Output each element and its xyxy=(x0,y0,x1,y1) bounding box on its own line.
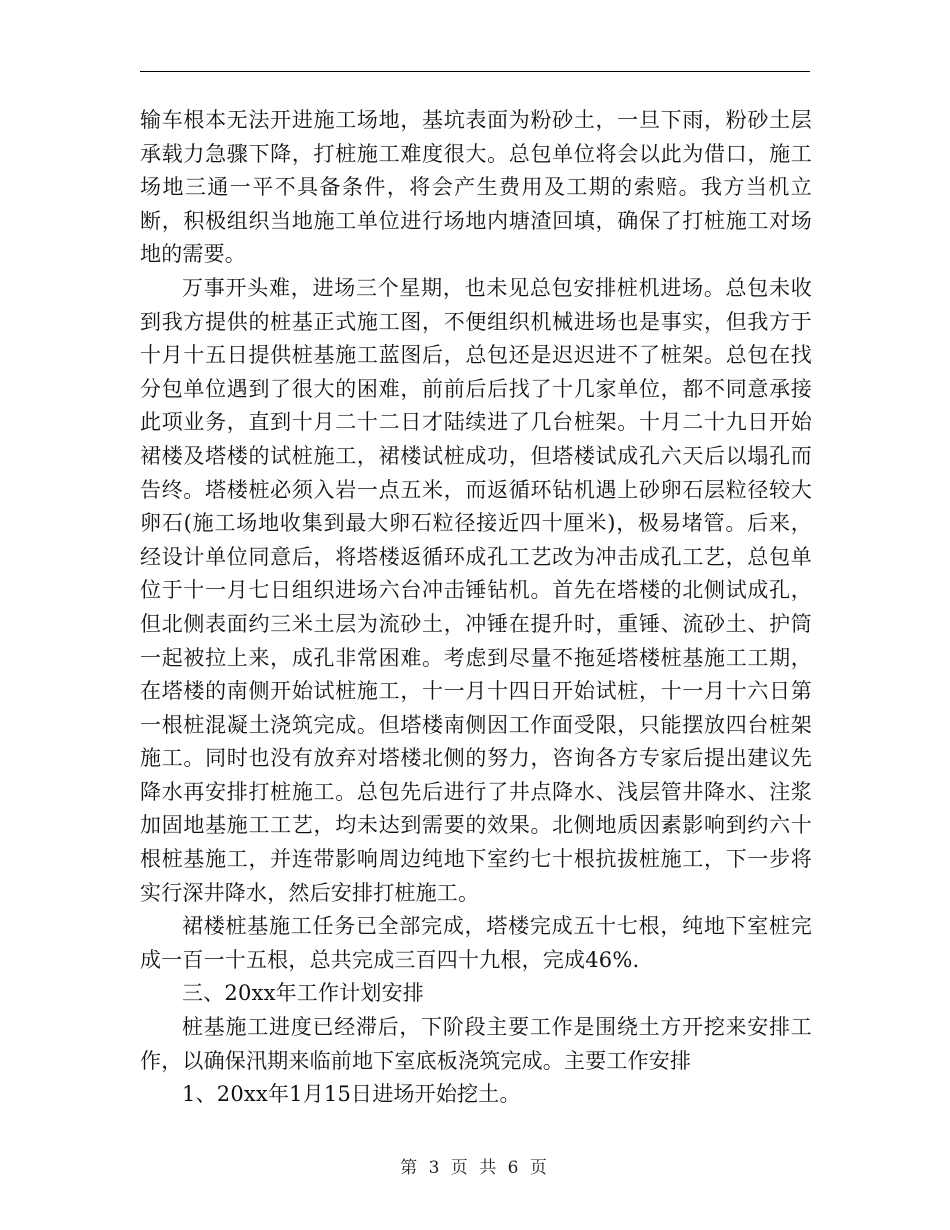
page-number: 第 3 页 共 6 页 xyxy=(400,1158,550,1178)
list-item-1: 1、20xx年1月15日进场开始挖土。 xyxy=(182,1082,521,1107)
paragraph-progress: 万事开头难，进场三个星期，也未见总包安排桩机进场。总包未收到我方提供的桩基正式施工图，不便组织机械进场也是事实，但我方于十月十五日提供桩基施工蓝图后，总包还是迟迟进不了桩架。总包在找分包单位遇到了很大的困难，前前后后找了十几家单位，都不同意承接此项业务，直到十月二十二日才陆续进了几台桩架。十月二十九日开始裙楼及塔楼的试桩施工，裙楼试桩成功，但塔楼试成孔六天后以塌孔而告终。塔楼桩必须入岩一点五米，而返循环钻机遇上砂卵石层粒径较大卵石(施工场地收集到最大卵石粒径接近四十厘米)，极易堵管。后来，经设计单位同意后，将塔楼返循环成孔工艺改为冲击成孔工艺，总包单位于十一月七日组织进场六台冲击锤钻机。首先在塔楼的北侧试成孔，但北侧表面约三米土层为流砂土，冲锤在提升时，重锤、流砂土、护筒一起被拉上来，成孔非常困难。考虑到尽量不拖延塔楼桩基施工工期，在塔楼的南侧开始试桩施工，十一月十四日开始试桩，十一月十六日第一根桩混凝土浇筑完成。但塔楼南侧因工作面受限，只能摆放四台桩架施工。同时也没有放弃对塔楼北侧的努力，咨询各方专家后提出建议先降水再安排打桩施工。总包先后进行了井点降水、浅层管井降水、注浆加固地基施工工艺，均未达到需要的效果。北侧地质因素影响到约六十根桩基施工，并连带影响周边纯地下室约七十根抗拔桩施工，下一步将实行深井降水，然后安排打桩施工。 xyxy=(140,275,812,905)
section-heading: 三、20xx年工作计划安排 xyxy=(182,981,425,1006)
paragraph-completion: 裙楼桩基施工任务已全部完成，塔楼完成五十七根，纯地下室桩完成一百一十五根，总共完成三百四十九根，完成46%. xyxy=(140,914,812,972)
document-body xyxy=(140,104,812,1112)
paragraph-plan: 桩基施工进度已经滞后，下阶段主要工作是围绕土方开挖来安排工作，以确保汛期来临前地下室底板浇筑完成。主要工作安排 xyxy=(140,1015,812,1073)
header-rule xyxy=(140,71,810,72)
paragraph-continuation: 输车根本无法开进施工场地，基坑表面为粉砂土，一旦下雨，粉砂土层承载力急骤下降，打桩施工难度很大。总包单位将会以此为借口，施工场地三通一平不具备条件，将会产生费用及工期的索赔。我方当机立断，积极组织当地施工单位进行场地内塘渣回填，确保了打桩施工对场地的需要。 xyxy=(140,108,812,267)
